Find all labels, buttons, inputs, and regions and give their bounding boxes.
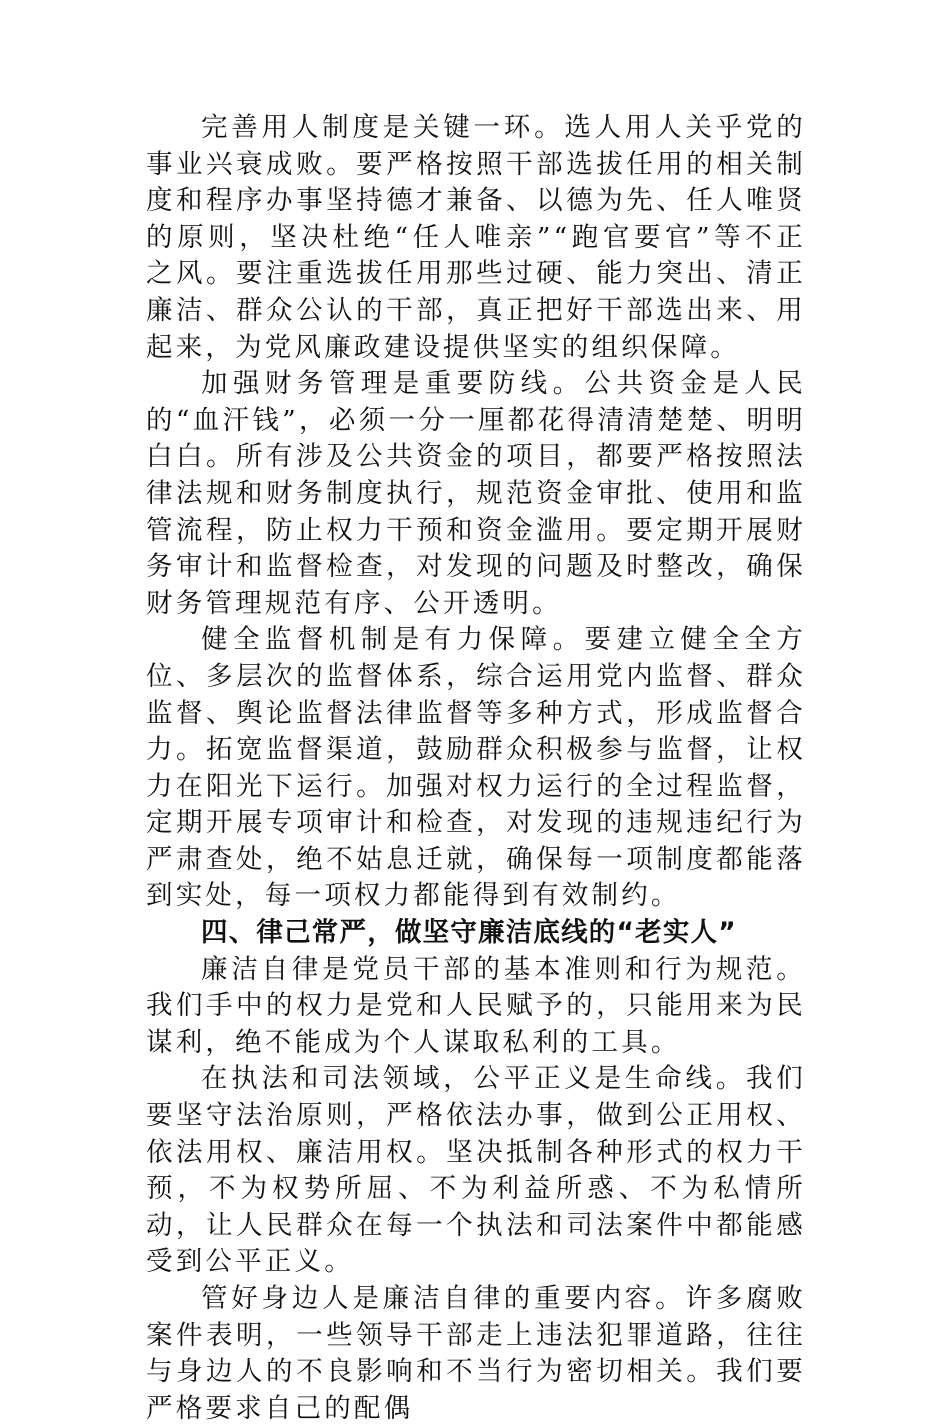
paragraph-personnel-system: 完善用人制度是关键一环。选人用人关乎党的事业兴衰成败。要严格按照干部选拔任用的相关制度和程序办事坚持德才兼备、以德为先、任人唯贤的原则，坚决杜绝“任人唯亲”“跑官要官”等不正之风。要注重选拔任用那些过硬、能力突出、清正廉洁、群众公认的干部，真正把好干部选出来、用起来，为党风廉政建设提供坚实的组织保障。 [146, 112, 806, 363]
paragraph-supervision-mechanism: 健全监督机制是有力保障。要建立健全全方位、多层次的监督体系，综合运用党内监督、群众监督、舆论监督法律监督等多种方式，形成监督合力。拓宽监督渠道，鼓励群众积极参与监督，让权力在阳光下运行。加强对权力运行的全过程监督，定期开展专项审计和检查，对发现的违规违纪行为严肃查处，绝不姑息迁就，确保每一项制度都能落到实处，每一项权力都能得到有效制约。 [146, 624, 806, 912]
paragraph-self-discipline: 廉洁自律是党员干部的基本准则和行为规范。我们手中的权力是党和人民赋予的，只能用来为民谋利，绝不能成为个人谋取私利的工具。 [146, 953, 806, 1058]
section-heading: 四、律己常严，做坚守廉洁底线的“老实人” [201, 917, 737, 949]
paragraph-justice: 在执法和司法领域，公平正义是生命线。我们要坚守法治原则，严格依法办事，做到公正用权、依法用权、廉洁用权。坚决抵制各种形式的权力干预，不为权势所屈、不为利益所惑、不为私情所动，让人民群众在每一个执法和司法案件中都能感受到公平正义。 [146, 1063, 806, 1278]
paragraph-family-members: 管好身边人是廉洁自律的重要内容。许多腐败案件表明，一些领导干部走上违法犯罪道路，往往与身边人的不良影响和不当行为密切相关。我们要严格要求自己的配偶 [146, 1283, 806, 1424]
paragraph-financial-management: 加强财务管理是重要防线。公共资金是人民的“血汗钱”，必须一分一厘都花得清清楚楚、明明白白。所有涉及公共资金的项目，都要严格按照法律法规和财务制度执行，规范资金审批、使用和监管流程，防止权力干预和资金滥用。要定期开展财务审计和监督检查，对发现的问题及时整改，确保财务管理规范有序、公开透明。 [146, 368, 806, 619]
document-page [146, 110, 806, 1427]
